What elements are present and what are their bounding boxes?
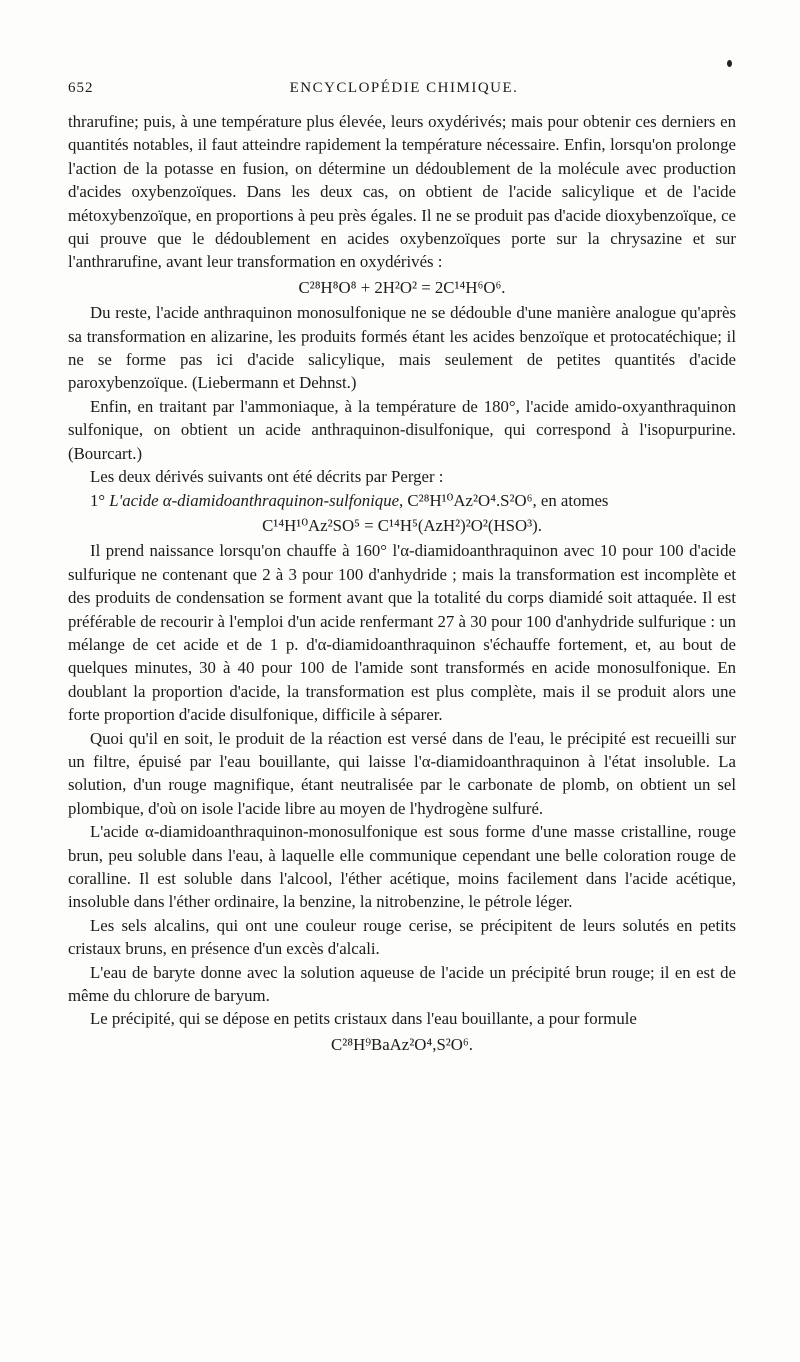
page-header <box>68 80 740 102</box>
page-number: 652 <box>68 80 94 96</box>
ink-dot-mark <box>727 60 732 67</box>
compound-name: L'acide α-diamidoanthraquinon-sulfonique, <box>109 490 404 510</box>
body-text <box>68 110 736 1058</box>
compound-heading <box>68 489 736 512</box>
paragraph: Enfin, en traitant par l'ammoniaque, à la température de 180°, l'acide amido-oxyanthraquinon sulfonique, on obtient un acide anthraquinon-disulfonique, qui correspond à l'isopurpurine. (Bourcart.) <box>68 396 736 463</box>
paragraph: L'eau de baryte donne avec la solution aqueuse de l'acide un précipité brun rouge; il en est de même du chlorure de baryum. <box>68 962 736 1006</box>
paragraph: Il prend naissance lorsqu'on chauffe à 160° l'α-diamidoanthraquinon avec 10 pour 100 d'acide sulfurique ne contenant que 2 à 3 pour 100 d'anhydride ; mais la transformation est incomplète et des produits de condensation se forment avant que la totalité du corps diamidé soit attaquée. Il est préférable de recourir à l'emploi d'un acide renfermant 27 à 30 pour 100 d'anhydride sulfurique : un mélange de cet acide et de 1 p. d'α-diamidoanthraquinon s'échauffe fortement, et, au bout de quelques minutes, 30 à 40 pour 100 de l'amide sont transformés en acide monosulfonique. En doublant la proportion d'acide, la transformation est plus complète, mais il se produit alors une forte proportion d'acide disulfonique, difficile à séparer. <box>68 541 736 725</box>
compound-formula: C²⁸H¹⁰Az²O⁴.S²O⁶, en atomes <box>403 490 609 510</box>
paragraph: Les deux dérivés suivants ont été décrits par Perger : <box>90 467 444 487</box>
paragraph: Quoi qu'il en soit, le produit de la réaction est versé dans de l'eau, le précipité est recueilli sur un filtre, épuisé par l'eau bouillante, qui laisse l'α-diamidoanthraquinon à l'état insoluble. La solution, d'un rouge magnifique, étant neutralisée par le carbonate de plomb, on obtient un sel plombique, d'où on isole l'acide libre au moyen de l'hydrogène sulfuré. <box>68 728 736 818</box>
paragraph: L'acide α-diamidoanthraquinon-monosulfonique est sous forme d'une masse cristalline, rouge brun, peu soluble dans l'eau, à laquelle elle communique cependant une belle coloration rouge de coralline. Il est soluble dans l'alcool, l'éther acétique, moins facilement dans l'acide acétique, insoluble dans l'éther ordinaire, la benzine, la nitrobenzine, le pétrole léger. <box>68 822 736 912</box>
compound-number: 1° <box>90 490 110 510</box>
running-title: ENCYCLOPÉDIE CHIMIQUE. <box>289 80 519 96</box>
paragraph: Les sels alcalins, qui ont une couleur rouge cerise, se précipitent de leurs solutés en petits cristaux bruns, en présence d'un excès d'alcali. <box>68 915 736 959</box>
chemical-formula: C²⁸H⁸O⁸ + 2H²O² = 2C¹⁴H⁶O⁶. <box>298 277 506 297</box>
paragraph: Du reste, l'acide anthraquinon monosulfonique ne se dédouble d'une manière analogue qu'après sa transformation en alizarine, les produits formés étant les acides benzoïque et protocatéchique; il ne se forme pas ici d'acide salicylique, mais seulement de petites quantités d'acide paroxybenzoïque. (Liebermann et Dehnst.) <box>68 303 736 393</box>
paragraph: Le précipité, qui se dépose en petits cristaux dans l'eau bouillante, a pour formule <box>90 1009 637 1029</box>
chemical-formula: C²⁸H⁹BaAz²O⁴,S²O⁶. <box>331 1034 473 1054</box>
chemical-formula: C¹⁴H¹⁰Az²SO⁵ = C¹⁴H⁵(AzH²)²O²(HSO³). <box>262 515 542 535</box>
paragraph: thrarufine; puis, à une température plus élevée, leurs oxydérivés; mais pour obtenir ces derniers en quantités notables, il faut atteindre rapidement la température nécessaire. Enfin, lorsqu'on prolonge l'action de la potasse en fusion, on détermine un dédoublement de la molécule avec production d'acides oxybenzoïques. Dans les deux cas, on obtient de l'acide salicylique et de l'acide métoxybenzoïque, en proportions à peu près égales. Il ne se produit pas d'acide dioxybenzoïque, ce qui prouve que le dédoublement en acides oxybenzoïques porte sur la chrysazine et sur l'anthrarufine, avant leur transformation en oxydérivés : <box>68 112 736 272</box>
